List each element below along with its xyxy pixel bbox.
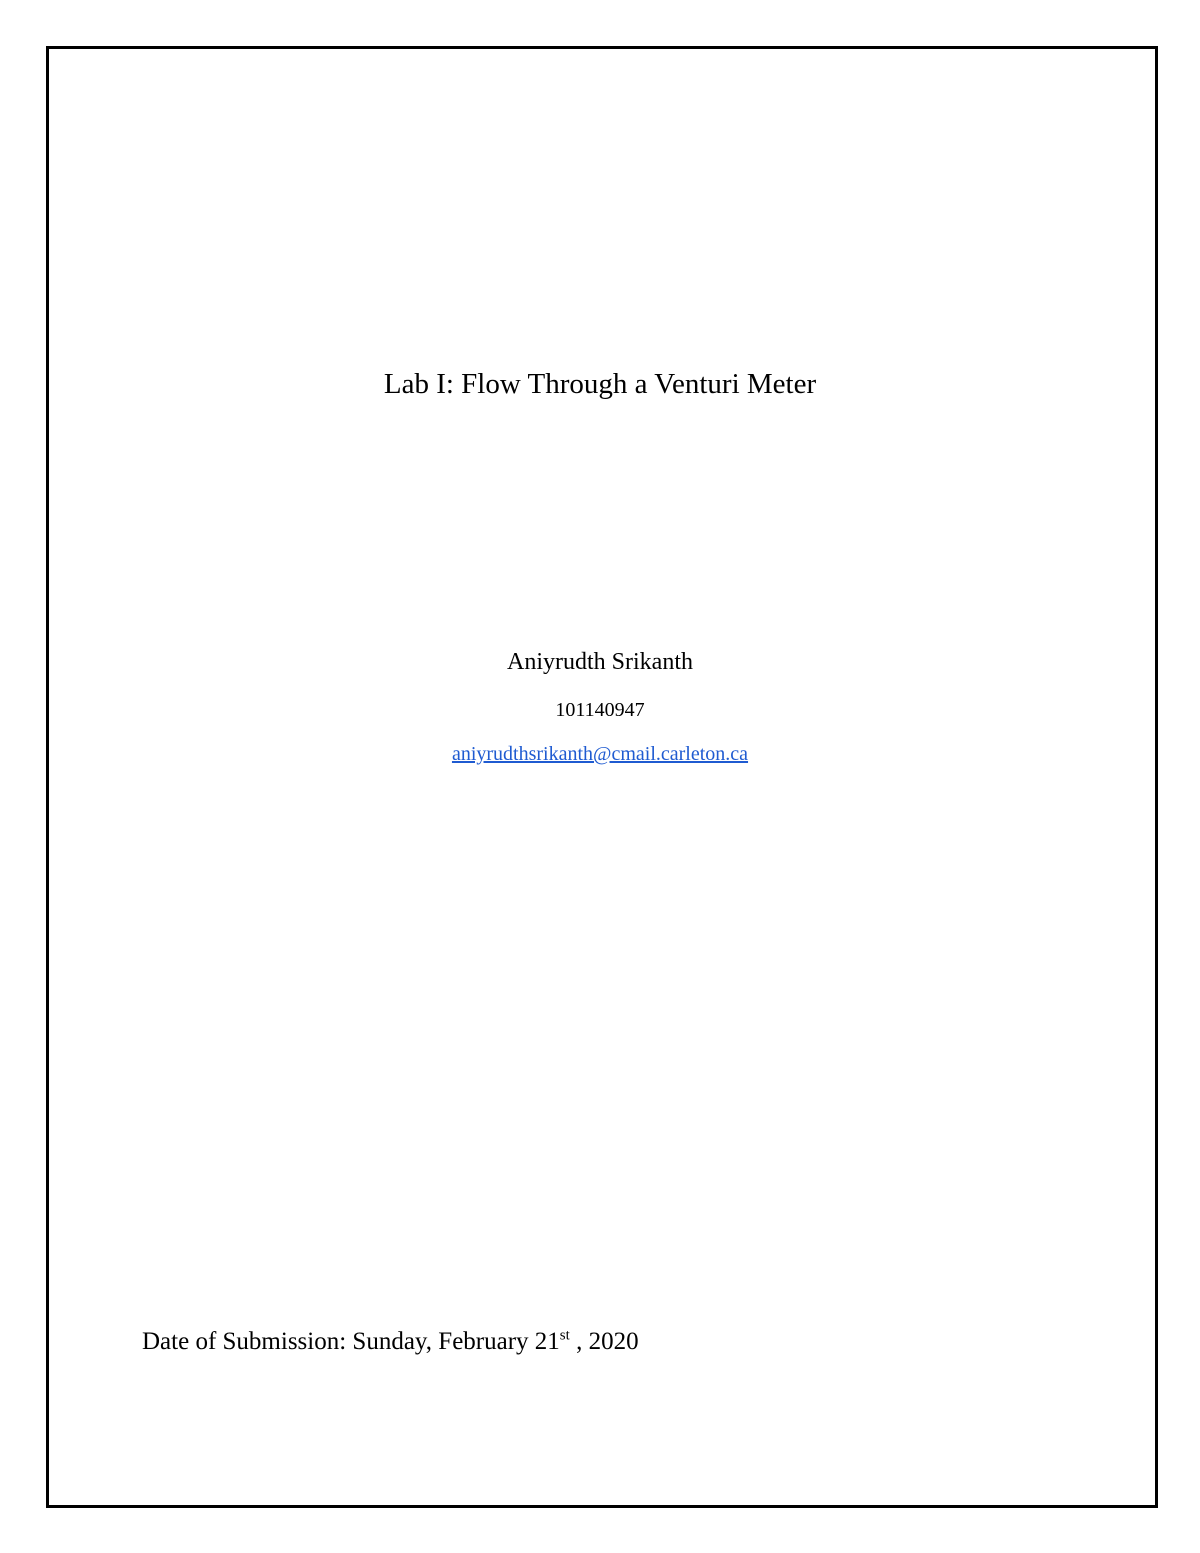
page-border bbox=[46, 46, 1158, 1508]
submission-label: Date of Submission: Sunday, February 21 bbox=[142, 1328, 560, 1355]
submission-date bbox=[142, 1322, 639, 1362]
student-id: 101140947 bbox=[555, 699, 645, 721]
document-title: Lab I: Flow Through a Venturi Meter bbox=[383, 368, 817, 400]
submission-year: , 2020 bbox=[569, 1328, 639, 1355]
email-link[interactable]: aniyrudthsrikanth@cmail.carleton.ca bbox=[451, 743, 749, 765]
submission-ordinal-suffix: st bbox=[559, 1327, 570, 1344]
email-row bbox=[0, 739, 1200, 769]
author-name: Aniyrudth Srikanth bbox=[507, 649, 693, 675]
